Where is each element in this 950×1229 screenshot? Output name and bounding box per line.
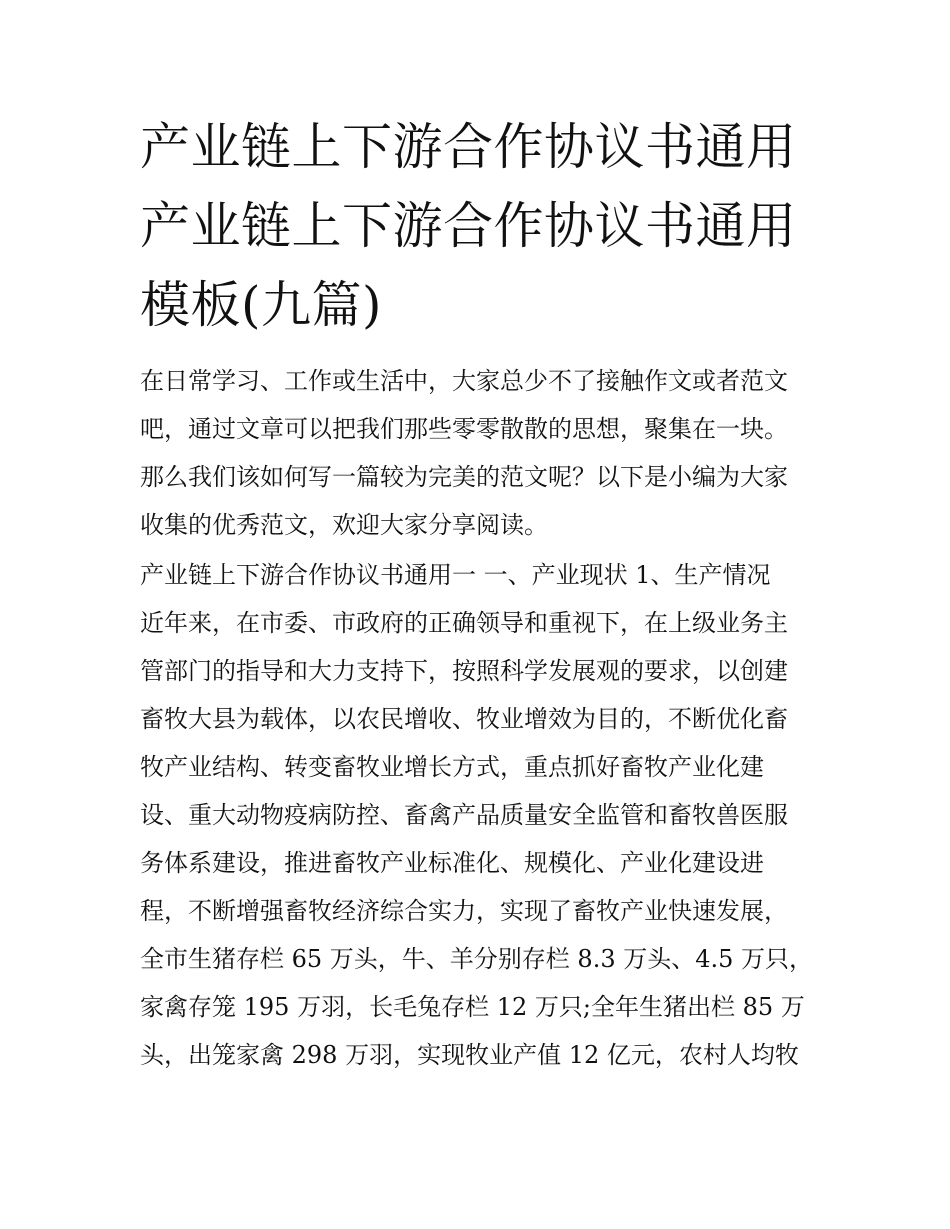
section-paragraph (140, 551, 830, 1079)
text-line: 务体系建设，推进畜牧产业标准化、规模化、产业化建设进 (140, 849, 764, 877)
text-line: 家禽存笼 195 万羽，长毛兔存栏 12 万只;全年生猪出栏 85 万 (140, 993, 805, 1021)
text-line: 畜牧大县为载体，以农民增收、牧业增效为目的，不断优化畜 (140, 705, 788, 733)
text-line: 在日常学习、工作或生活中，大家总少不了接触作文或者范文 (140, 367, 788, 395)
text-line: 程，不断增强畜牧经济综合实力，实现了畜牧产业快速发展， (140, 897, 788, 925)
text-line: 那么我们该如何写一篇较为完美的范文呢？以下是小编为大家 (140, 463, 788, 491)
document-title (140, 108, 830, 345)
title-line: 产业链上下游合作协议书通用 (140, 118, 797, 176)
title-line: 产业链上下游合作协议书通用 (140, 197, 797, 255)
text-line: 吧，通过文章可以把我们那些零零散散的思想，聚集在一块。 (140, 415, 788, 443)
text-line: 设、重大动物疫病防控、畜禽产品质量安全监管和畜牧兽医服 (140, 801, 788, 829)
text-line: 全市生猪存栏 65 万头，牛、羊分别存栏 8.3 万头、4.5 万只， (140, 945, 814, 973)
text-line: 收集的优秀范文，欢迎大家分享阅读。 (140, 511, 548, 539)
document-body (140, 357, 830, 1079)
text-line: 头，出笼家禽 298 万羽，实现牧业产值 12 亿元，农村人均牧 (140, 1041, 799, 1069)
text-line: 管部门的指导和大力支持下，按照科学发展观的要求，以创建 (140, 657, 788, 685)
text-line: 近年来，在市委、市政府的正确领导和重视下，在上级业务主 (140, 609, 788, 637)
text-line: 产业链上下游合作协议书通用一 一、产业现状 1、生产情况 (140, 561, 771, 589)
title-line: 模板(九篇) (140, 276, 383, 334)
intro-paragraph (140, 357, 830, 549)
text-line: 牧产业结构、转变畜牧业增长方式，重点抓好畜牧产业化建 (140, 753, 764, 781)
